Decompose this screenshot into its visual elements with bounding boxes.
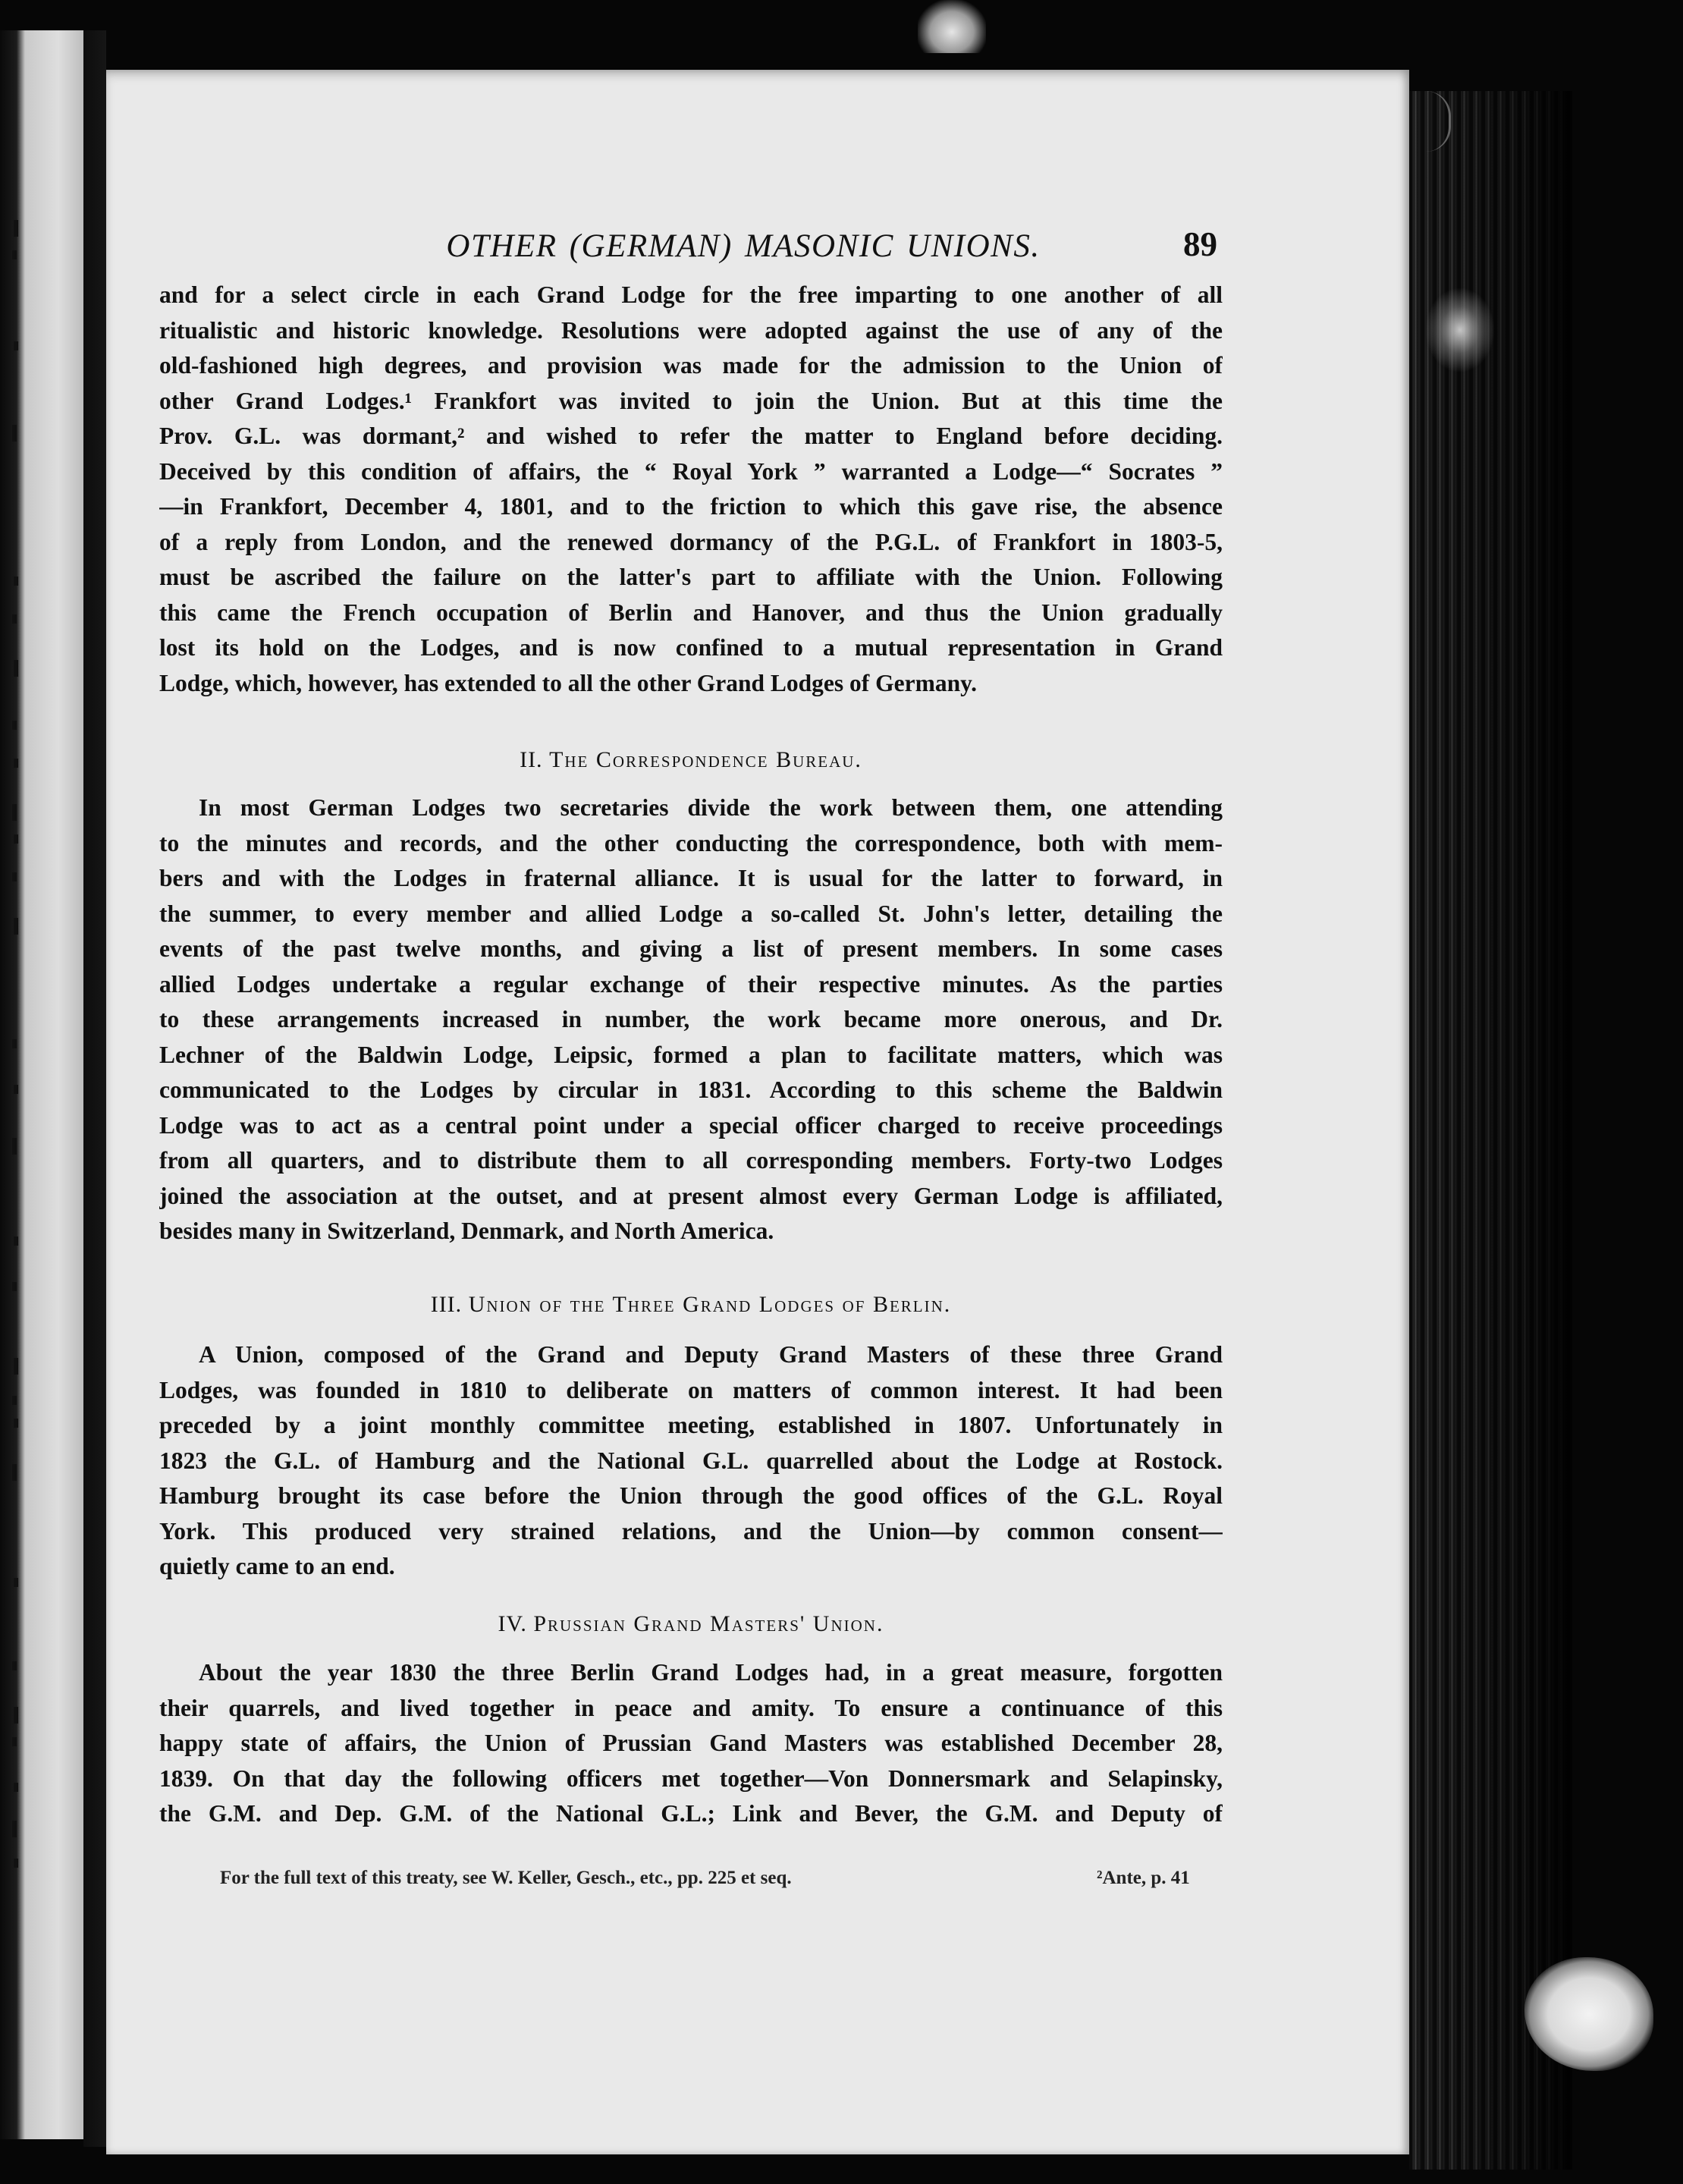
text-line: Lodge was to act as a central point under a special officer charged to receive proceedings — [159, 1111, 1223, 1139]
section-number: III. — [430, 1292, 469, 1317]
facing-page-text-mark — [14, 834, 18, 844]
text-line: this came the French occupation of Berlin and Hanover, and thus the Union gradually — [159, 599, 1223, 626]
facing-page-text-mark — [14, 1783, 18, 1792]
text-line: About the year 1830 the three Berlin Grand Lodges had, in a great measure, forgotten — [199, 1659, 1223, 1686]
text-line: other Grand Lodges.¹ Frankfort was invited to join the Union. But at this time the — [159, 387, 1223, 414]
facing-page-text-mark — [14, 1237, 18, 1246]
facing-page-text-mark — [12, 1282, 17, 1291]
facing-page-text-mark — [12, 872, 17, 881]
right-edge-shadow — [1409, 91, 1572, 2170]
facing-page-text-mark — [12, 1138, 17, 1155]
facing-page-text-mark — [14, 1085, 18, 1094]
text-line: lost its hold on the Lodges, and is now confined to a mutual representation in Grand — [159, 634, 1223, 661]
text-line: events of the past twelve months, and giving a list of present members. In some cases — [159, 935, 1223, 962]
facing-page-text-mark — [14, 1707, 18, 1724]
text-line: old-fashioned high degrees, and provision was made for the admission to the Union of — [159, 352, 1223, 379]
text-line: and for a select circle in each Grand Lodge for the free imparting to one another of all — [159, 281, 1223, 308]
section-heading-three-grand-lodges — [159, 1292, 1223, 1318]
running-head: OTHER (GERMAN) MASONIC UNIONS. — [446, 228, 1041, 264]
text-line: In most German Lodges two secretaries divide the work between them, one attending — [199, 794, 1223, 821]
text-line: their quarrels, and lived together in peace and amity. To ensure a continuance of this — [159, 1694, 1223, 1721]
facing-page-text-mark — [14, 1859, 18, 1868]
facing-page-text-mark — [12, 1464, 17, 1481]
facing-page-text-mark — [14, 1358, 18, 1375]
section-heading-correspondence-bureau — [159, 747, 1223, 773]
text-line: quietly came to an end. — [159, 1553, 395, 1579]
facing-page-text-mark — [14, 577, 18, 586]
text-line: Deceived by this condition of affairs, the “ Royal York ” warranted a Lodge—“ Socrates ” — [159, 457, 1223, 485]
text-line: the summer, to every member and allied Lodge a so-called St. John's letter, detailing the — [159, 900, 1223, 927]
footnote-2: ²Ante, p. 41 — [1097, 1868, 1190, 1888]
footnote-1: For the full text of this treaty, see W. Keller, Gesch., etc., pp. 225 et seq. — [220, 1868, 792, 1888]
text-line: the G.M. and Dep. G.M. of the National G.L.; Link and Bever, the G.M. and Deputy of — [159, 1800, 1223, 1827]
facing-page-text-mark — [12, 1039, 17, 1048]
section-title: Union of the Three Grand Lodges of Berlin. — [468, 1292, 952, 1317]
text-line: 1839. On that day the following officers met together—Von Donnersmark and Selapinsky, — [159, 1764, 1223, 1792]
text-line: to the minutes and records, and the other conducting the correspondence, both with mem- — [159, 829, 1223, 856]
text-line: joined the association at the outset, and at present almost every German Lodge is affiliated, — [159, 1182, 1223, 1209]
text-line: Hamburg brought its case before the Union through the good offices of the G.L. Royal — [159, 1482, 1223, 1509]
edge-glare — [1426, 288, 1494, 372]
text-line: must be ascribed the failure on the latter's part to affiliate with the Union. Following — [159, 564, 1223, 590]
page-number: 89 — [1183, 225, 1217, 263]
text-line: Lechner of the Baldwin Lodge, Leipsic, formed a plan to facilitate matters, which was — [159, 1041, 1223, 1068]
section-number: II. — [520, 747, 550, 772]
text-line: from all quarters, and to distribute them to all corresponding members. Forty-two Lodges — [159, 1147, 1223, 1174]
facing-page-text-mark — [12, 721, 17, 730]
text-line: —in Frankfort, December 4, 1801, and to the friction to which this gave rise, the absence — [159, 493, 1223, 520]
section-heading-prussian-grand-masters — [159, 1611, 1223, 1637]
facing-page-text-mark — [14, 759, 18, 768]
facing-page-text-mark — [12, 425, 17, 442]
section-title: The Correspondence Bureau. — [549, 747, 862, 772]
facing-page-text-mark — [12, 250, 17, 259]
facing-page-text-mark — [12, 804, 17, 821]
text-line: Prov. G.L. was dormant,² and wished to refer the matter to England before deciding. — [159, 423, 1223, 449]
book-gutter — [83, 30, 106, 2147]
facing-page-text-mark — [12, 1396, 17, 1405]
left-page-text-fringe — [12, 30, 88, 2139]
text-line: bers and with the Lodges in fraternal alliance. It is usual for the latter to forward, in — [159, 865, 1223, 891]
text-line: allied Lodges undertake a regular exchange of their respective minutes. As the parties — [159, 970, 1223, 998]
facing-page-text-mark — [12, 1821, 17, 1837]
facing-page-text-mark — [14, 220, 18, 237]
facing-page-text-mark — [12, 614, 17, 624]
text-line: Lodges, was founded in 1810 to deliberate on matters of common interest. It had been — [159, 1376, 1223, 1403]
facing-page-text-mark — [12, 1737, 17, 1746]
scan-speck — [918, 0, 986, 53]
facing-page-text-mark — [14, 1419, 18, 1428]
text-line: preceded by a joint monthly committee meeting, established in 1807. Unfortunately in — [159, 1412, 1223, 1438]
text-line: communicated to the Lodges by circular in 1831. According to this scheme the Baldwin — [159, 1076, 1223, 1103]
text-line: to these arrangements increased in number, the work became more onerous, and Dr. — [159, 1006, 1223, 1032]
facing-page-text-mark — [14, 341, 18, 350]
text-line: besides many in Switzerland, Denmark, and North America. — [159, 1218, 774, 1244]
text-line: York. This produced very strained relations, and the Union—by common consent— — [159, 1517, 1223, 1545]
text-line: A Union, composed of the Grand and Deputy Grand Masters of these three Grand — [199, 1341, 1223, 1368]
text-line: Lodge, which, however, has extended to all the other Grand Lodges of Germany. — [159, 669, 978, 696]
facing-page-text-mark — [14, 918, 18, 935]
text-line: 1823 the G.L. of Hamburg and the National G.L. quarrelled about the Lodge at Rostock. — [159, 1447, 1223, 1474]
section-title: Prussian Grand Masters' Union. — [533, 1611, 884, 1636]
facing-page-text-mark — [14, 1578, 18, 1587]
section-number: IV. — [498, 1611, 534, 1636]
text-line: of a reply from London, and the renewed dormancy of the P.G.L. of Frankfort in 1803-5, — [159, 528, 1223, 555]
facing-page-text-mark — [12, 1661, 17, 1670]
text-line: happy state of affairs, the Union of Prussian Gand Masters was established December 28, — [159, 1730, 1223, 1756]
text-line: ritualistic and historic knowledge. Resolutions were adopted against the use of any of the — [159, 316, 1223, 344]
facing-page-text-mark — [14, 660, 18, 677]
